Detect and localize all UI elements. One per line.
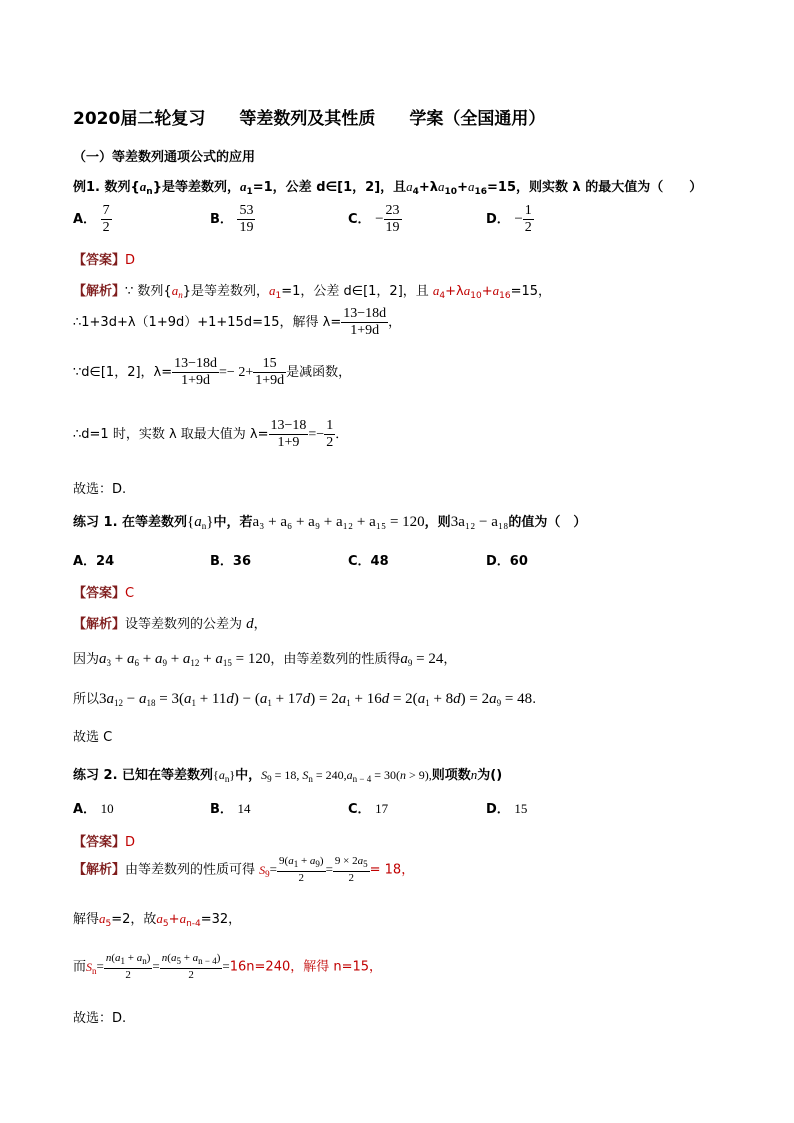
practice2-choose: 故选：D.: [73, 1011, 127, 1026]
practice1-option-a: A．24: [73, 554, 115, 569]
example1-analysis-line4: ∴d=1 时，实数 λ 取最大值为 λ= $\frac{13-18}{1+9}$ =− $\frac{1}{2}$ ．: [73, 418, 349, 450]
example1-option-d: D． − $\frac{1}{2}$: [486, 203, 532, 235]
example1-analysis-line2: ∴1+3d+λ（1+9d）+1+15d=15，解得 λ= $\frac{13-18d}{1+9d}$ ，: [73, 306, 402, 338]
practice1-question: 练习 1. 在等差数列$\{a_n\}$中，若a₃ + a₆ + a₉ + a₁₂ + a₁₅ = 120，则3a₁₂ − a₁₈的值为（ ）: [73, 514, 587, 531]
practice1-option-c: C．48: [348, 554, 389, 569]
practice2-option-d: D． 15: [486, 801, 528, 817]
example1-option-c: C． − $\frac{23}{19}$: [348, 203, 400, 235]
practice1-option-d: D．60: [486, 554, 528, 569]
practice2-answer: 【答案】D: [73, 835, 136, 850]
example1-option-a: A． $\frac{7}{2}$: [73, 203, 110, 235]
example1-analysis-line3: ∵d∈[1，2]，λ= $\frac{13-18d}{1+9d}$ =− 2+ $\frac{15}{1+9d}$ 是减函数，: [73, 356, 352, 388]
practice1-analysis-line1: 【解析】设等差数列的公差为 d，: [73, 616, 267, 632]
practice2-analysis-line1: 【解析】由等差数列的性质可得 $S_9=$ $\frac{9(a_1 + a_9)}{2}$ = $\frac{9 \times 2a_5}{2}$ = 18，: [73, 855, 415, 884]
practice1-choose: 故选 C: [73, 730, 113, 745]
practice2-option-a: A． 10: [73, 801, 114, 817]
section-heading: （一）等差数列通项公式的应用: [73, 150, 256, 165]
practice1-analysis-line2: 因为$a_3 + a_6 + a_9 + a_{12} + a_{15} = 120$，由等差数列的性质得$a_9 = 24$，: [73, 651, 457, 668]
page-title: 2020届二轮复习 等差数列及其性质 学案（全国通用）: [73, 109, 546, 129]
practice1-option-b: B．36: [210, 554, 251, 569]
example1-analysis-line1: 【解析】∵ 数列$\{a_n\}$是等差数列，$a_1=1$，公差 d∈[1，2]，且 $a_4+\lambda a_{10}+a_{16}=15$，: [73, 283, 551, 301]
example1-question: 例1. 数列$\{a_n\}$是等差数列，$a_1=1$，公差 d∈[1，2]，且$a_4+\lambda a_{10}+a_{16}=15$，则实数 λ 的最大值为（ ）: [73, 179, 703, 197]
practice2-analysis-line2: 解得$a_5=2$，故$a_5+a_{n-4}=32$，: [73, 911, 242, 929]
example1-answer: 【答案】D: [73, 253, 136, 268]
practice1-answer: 【答案】C: [73, 586, 135, 601]
practice2-analysis-line3: 而$S_n=$ $\frac{n(a_1 + a_n)}{2}$ = $\frac{n(a_5 + a_{n - 4})}{2}$ =16n=240，解得 n=15，: [73, 952, 383, 981]
example1-option-b: B． $\frac{53}{19}$: [210, 203, 254, 235]
practice2-option-c: C． 17: [348, 801, 389, 817]
example1-choose: 故选：D.: [73, 482, 127, 497]
practice2-option-b: B． 14: [210, 801, 251, 817]
practice2-question: 练习 2. 已知在等差数列$\{a_n\}$中，$S_9 = 18$, $S_n = 240,a_{n - 4} = 30(n > 9)$,则项数n为(): [73, 767, 503, 784]
practice1-analysis-line3: 所以$3a_{12} - a_{18} = 3(a_1 + 11d) - (a_1 + 17d) = 2a_1 + 16d = 2(a_1 + 8d) = 2a_9 = 48$.: [73, 691, 537, 708]
